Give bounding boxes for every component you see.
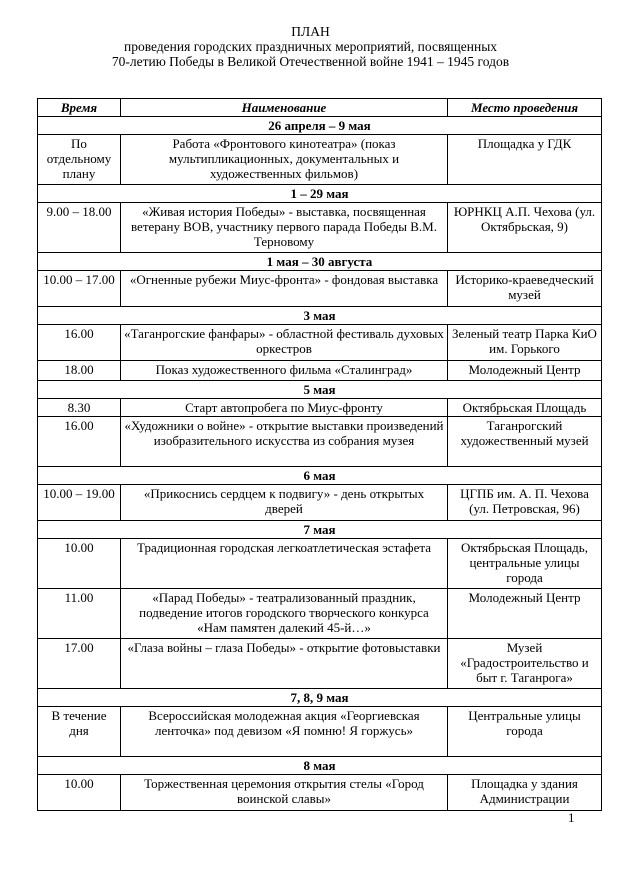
event-place: Октябрьская Площадь, центральные улицы города bbox=[448, 539, 602, 589]
event-time: 16.00 bbox=[38, 325, 121, 361]
event-time: 18.00 bbox=[38, 361, 121, 381]
event-time: 10.00 bbox=[38, 539, 121, 589]
date-row bbox=[38, 381, 602, 399]
event-time: 9.00 – 18.00 bbox=[38, 203, 121, 253]
column-header-time: Время bbox=[38, 99, 121, 117]
table-row bbox=[38, 639, 602, 689]
date-row bbox=[38, 117, 602, 135]
event-name: Традиционная городская легкоатлетическая эстафета bbox=[121, 539, 448, 589]
event-name: «Художники о войне» - открытие выставки произведений изобразительного искусства из собрания музея bbox=[121, 417, 448, 467]
table-row bbox=[38, 203, 602, 253]
event-place: Центральные улицы города bbox=[448, 707, 602, 757]
date-row bbox=[38, 467, 602, 485]
table-row bbox=[38, 325, 602, 361]
table-row bbox=[38, 775, 602, 811]
event-place: Площадка у ГДК bbox=[448, 135, 602, 185]
table-row bbox=[38, 485, 602, 521]
event-place: ЮРНКЦ А.П. Чехова (ул. Октябрьская, 9) bbox=[448, 203, 602, 253]
event-time: 10.00 – 19.00 bbox=[38, 485, 121, 521]
event-time: 11.00 bbox=[38, 589, 121, 639]
date-label: 3 мая bbox=[38, 307, 602, 325]
column-header-name: Наименование bbox=[121, 99, 448, 117]
event-name: Торжественная церемония открытия стелы «Город воинской славы» bbox=[121, 775, 448, 811]
event-name: Работа «Фронтового кинотеатра» (показ мультипликационных, документальных и художественных фильмов) bbox=[121, 135, 448, 185]
date-row bbox=[38, 307, 602, 325]
event-time: 10.00 bbox=[38, 775, 121, 811]
date-label: 1 – 29 мая bbox=[38, 185, 602, 203]
plan-subtitle-line-2: 70-летию Победы в Великой Отечественной войне 1941 – 1945 годов bbox=[111, 54, 510, 69]
date-row bbox=[38, 521, 602, 539]
table-row bbox=[38, 417, 602, 467]
event-time: В течение дня bbox=[38, 707, 121, 757]
column-header-place: Место проведения bbox=[448, 99, 602, 117]
event-place: Молодежный Центр bbox=[448, 589, 602, 639]
date-row bbox=[38, 185, 602, 203]
table-row bbox=[38, 589, 602, 639]
date-label: 6 мая bbox=[38, 467, 602, 485]
table-row bbox=[38, 271, 602, 307]
document-heading bbox=[0, 24, 621, 69]
table-header-row bbox=[38, 99, 602, 117]
event-name: Показ художественного фильма «Сталинград» bbox=[121, 361, 448, 381]
event-name: «Таганрогские фанфары» - областной фестиваль духовых оркестров bbox=[121, 325, 448, 361]
table-row bbox=[38, 539, 602, 589]
table-row bbox=[38, 399, 602, 417]
event-place: Октябрьская Площадь bbox=[448, 399, 602, 417]
events-table bbox=[37, 98, 602, 811]
table-row bbox=[38, 135, 602, 185]
event-name: «Огненные рубежи Миус-фронта» - фондовая выставка bbox=[121, 271, 448, 307]
event-name: Всероссийская молодежная акция «Георгиевская ленточка» под девизом «Я помню! Я горжусь» bbox=[121, 707, 448, 757]
event-time: 17.00 bbox=[38, 639, 121, 689]
event-place: Молодежный Центр bbox=[448, 361, 602, 381]
date-label: 1 мая – 30 августа bbox=[38, 253, 602, 271]
plan-subtitle-line-1: проведения городских праздничных мероприятий, посвященных bbox=[123, 39, 498, 54]
date-label: 8 мая bbox=[38, 757, 602, 775]
event-time: 8.30 bbox=[38, 399, 121, 417]
date-label: 7, 8, 9 мая bbox=[38, 689, 602, 707]
date-row bbox=[38, 757, 602, 775]
event-name: «Глаза войны – глаза Победы» - открытие фотовыставки bbox=[121, 639, 448, 689]
event-name: «Парад Победы» - театрализованный праздник, подведение итогов городского творческого конкурса «Нам памятен далекий 45-й…» bbox=[121, 589, 448, 639]
event-place: ЦГПБ им. А. П. Чехова (ул. Петровская, 96) bbox=[448, 485, 602, 521]
event-place: Музей «Градостроительство и быт г. Таганрога» bbox=[448, 639, 602, 689]
event-place: Зеленый театр Парка КиО им. Горького bbox=[448, 325, 602, 361]
event-time: По отдельному плану bbox=[38, 135, 121, 185]
event-place: Площадка у здания Администрации bbox=[448, 775, 602, 811]
page-number: 1 bbox=[568, 810, 575, 825]
table-row bbox=[38, 361, 602, 381]
event-name: Старт автопробега по Миус-фронту bbox=[121, 399, 448, 417]
date-row bbox=[38, 253, 602, 271]
event-place: Историко-краеведческий музей bbox=[448, 271, 602, 307]
plan-title: ПЛАН bbox=[291, 24, 330, 39]
date-row bbox=[38, 689, 602, 707]
event-name: «Прикоснись сердцем к подвигу» - день открытых дверей bbox=[121, 485, 448, 521]
event-name: «Живая история Победы» - выставка, посвященная ветерану ВОВ, участнику первого парада Победы В.М. Терновому bbox=[121, 203, 448, 253]
event-time: 16.00 bbox=[38, 417, 121, 467]
date-label: 26 апреля – 9 мая bbox=[38, 117, 602, 135]
table-row bbox=[38, 707, 602, 757]
date-label: 7 мая bbox=[38, 521, 602, 539]
event-time: 10.00 – 17.00 bbox=[38, 271, 121, 307]
date-label: 5 мая bbox=[38, 381, 602, 399]
event-place: Таганрогский художественный музей bbox=[448, 417, 602, 467]
